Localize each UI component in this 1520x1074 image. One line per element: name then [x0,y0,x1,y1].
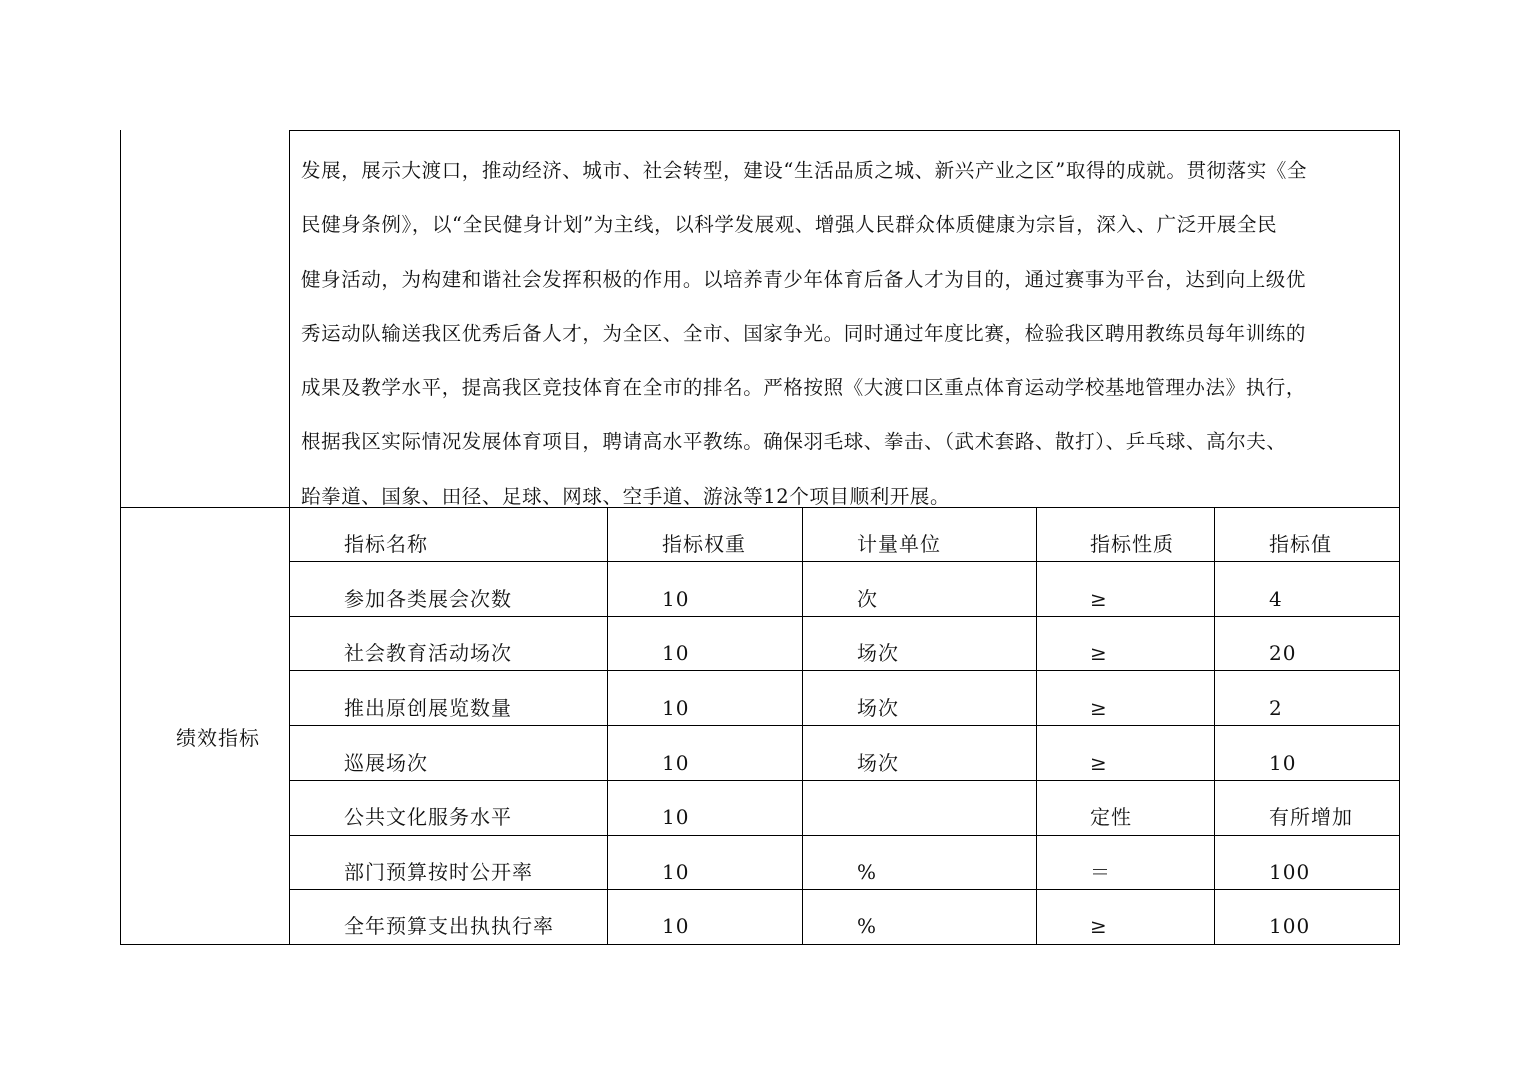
value-cell: 2 [1269,696,1283,720]
row-divider [289,835,1400,836]
top-border [289,130,1400,131]
indicator-name-cell: 社会教育活动场次 [344,641,512,665]
description-paragraph [301,144,1391,524]
left-border [120,130,121,945]
description-line: 秀运动队输送我区优秀后备人才，为全区、全市、国家争光。同时通过年度比赛，检验我区聘用教练员每年训练的 [301,321,1307,345]
col-divider-2 [802,507,803,945]
col-divider-3 [1036,507,1037,945]
row-divider [289,616,1400,617]
weight-cell: 10 [662,805,690,829]
value-cell: 100 [1269,914,1311,938]
unit-cell: 次 [857,587,878,611]
nature-cell: ≥ [1090,751,1108,775]
indicator-name-cell: 推出原创展览数量 [344,696,512,720]
header-cell: 指标权重 [662,532,746,556]
nature-cell: ＝ [1090,860,1111,884]
value-cell: 4 [1269,587,1283,611]
col-divider-4 [1214,507,1215,945]
description-line: 发展，展示大渡口，推动经济、城市、社会转型，建设“生活品质之城、新兴产业之区”取得的成就。贯彻落实《全 [301,159,1308,182]
value-cell: 20 [1269,641,1297,665]
nature-cell: ≥ [1090,696,1108,720]
header-cell: 指标性质 [1090,532,1174,556]
value-cell: 有所增加 [1269,805,1353,829]
unit-cell: % [857,860,878,884]
indicator-name-cell: 参加各类展会次数 [344,587,512,611]
indicator-name-cell: 全年预算支出执执行率 [344,914,554,938]
unit-cell: 场次 [857,641,899,665]
indicator-name-cell: 部门预算按时公开率 [344,860,533,884]
weight-cell: 10 [662,860,690,884]
header-cell: 指标名称 [344,532,428,556]
weight-cell: 10 [662,641,690,665]
label-column-divider [289,130,290,945]
nature-cell: ≥ [1090,587,1108,611]
bottom-border [120,944,1400,945]
indicator-name-cell: 巡展场次 [344,751,428,775]
unit-cell: % [857,914,878,938]
row-divider [289,780,1400,781]
section-label: 绩效指标 [176,726,260,750]
value-cell: 100 [1269,860,1311,884]
row-divider [289,725,1400,726]
right-border [1399,130,1400,945]
weight-cell: 10 [662,914,690,938]
description-line: 健身活动，为构建和谐社会发挥积极的作用。以培养青少年体育后备人才为目的，通过赛事为平台，达到向上级优 [301,267,1307,291]
row-divider [289,889,1400,890]
header-cell: 计量单位 [857,532,941,556]
nature-cell: 定性 [1090,805,1132,829]
weight-cell: 10 [662,751,690,775]
description-line: 民健身条例》，以“全民健身计划”为主线，以科学发展观、增强人民群众体质健康为宗旨，深入、广泛开展全民 [301,213,1278,237]
description-line: 根据我区实际情况发展体育项目，聘请高水平教练。确保羽毛球、拳击、（武术套路、散打）、乒乓球、高尔夫、 [301,430,1287,454]
row-divider [289,561,1400,562]
row-divider [289,670,1400,671]
nature-cell: ≥ [1090,641,1108,665]
indicator-name-cell: 公共文化服务水平 [344,805,512,829]
weight-cell: 10 [662,696,690,720]
description-line: 成果及教学水平，提高我区竞技体育在全市的排名。严格按照《大渡口区重点体育运动学校基地管理办法》执行， [301,376,1307,400]
description-line: 跆拳道、国象、田径、足球、网球、空手道、游泳等12个项目顺利开展。 [301,484,951,508]
unit-cell: 场次 [857,751,899,775]
header-cell: 指标值 [1269,532,1332,556]
value-cell: 10 [1269,751,1297,775]
nature-cell: ≥ [1090,914,1108,938]
weight-cell: 10 [662,587,690,611]
unit-cell: 场次 [857,696,899,720]
col-divider-1 [607,507,608,945]
